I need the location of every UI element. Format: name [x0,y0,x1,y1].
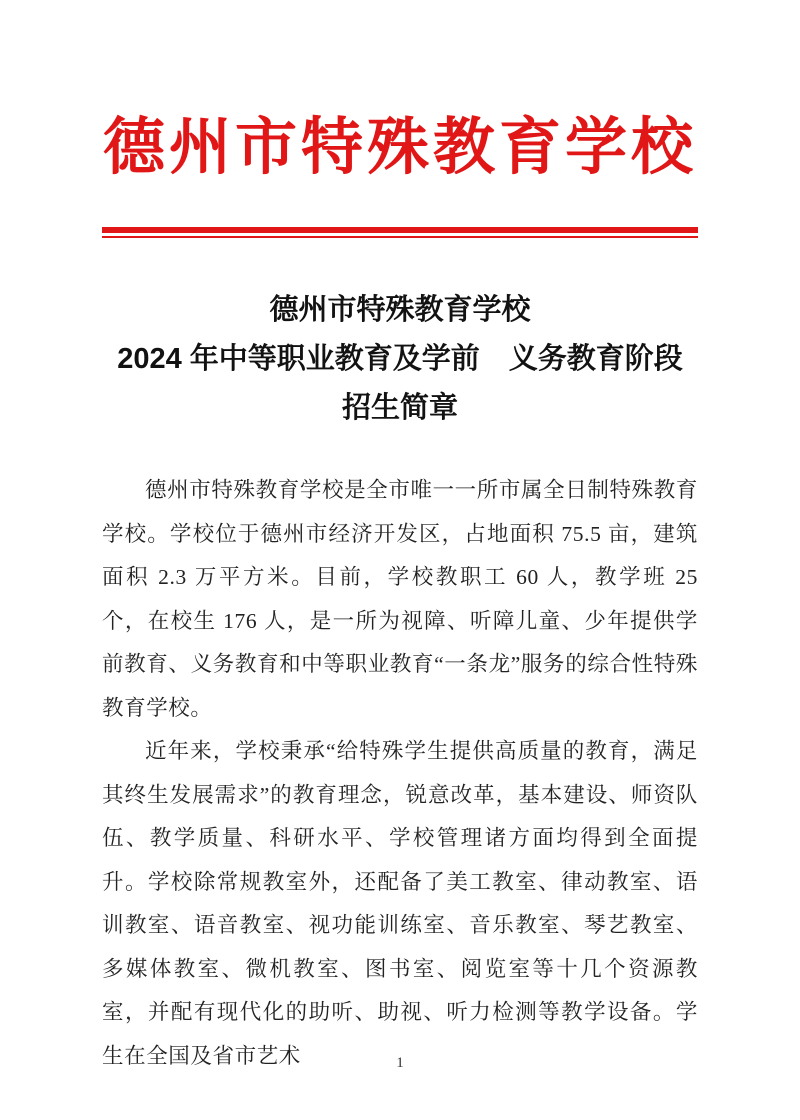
page-footer [0,1055,800,1072]
document-title-line1: 德州市特殊教育学校 [269,294,531,327]
page-number: 1 [396,1055,404,1071]
letterhead-school-title: 德州市特殊教育学校 [102,113,697,182]
document-title-line3: 招生简章 [341,392,458,425]
red-double-rule-divider [102,227,698,238]
document-title [102,286,698,433]
document-body [102,469,698,1078]
body-paragraph-2: 近年来，学校秉承“给特殊学生提供高质量的教育，满足其终生发展需求”的教育理念，锐意改革，基本建设、师资队伍、教学质量、科研水平、学校管理诸方面均得到全面提升。学校除常规教室外，还配备了美工教室、律动教室、语训教室、语音教室、视功能训练室、音乐教室、琴艺教室、多媒体教室、微机教室、图书室、阅览室等十几个资源教室，并配有现代化的助听、助视、听力检测等教学设备。学生在全国及省市艺术 [102,739,698,1068]
body-paragraph-1: 德州市特殊教育学校是全市唯一一所市属全日制特殊教育学校。学校位于德州市经济开发区，占地面积 75.5 亩，建筑面积 2.3 万平方米。目前，学校教职工 60 人，教学班 25 个，在校生 176 人，是一所为视障、听障儿童、少年提供学前教育、义务教育和中等职业教育“一条龙”服务的综合性特殊教育学校。 [102,478,698,720]
document-title-line2: 2024 年中等职业教育及学前 义务教育阶段 [117,343,683,376]
